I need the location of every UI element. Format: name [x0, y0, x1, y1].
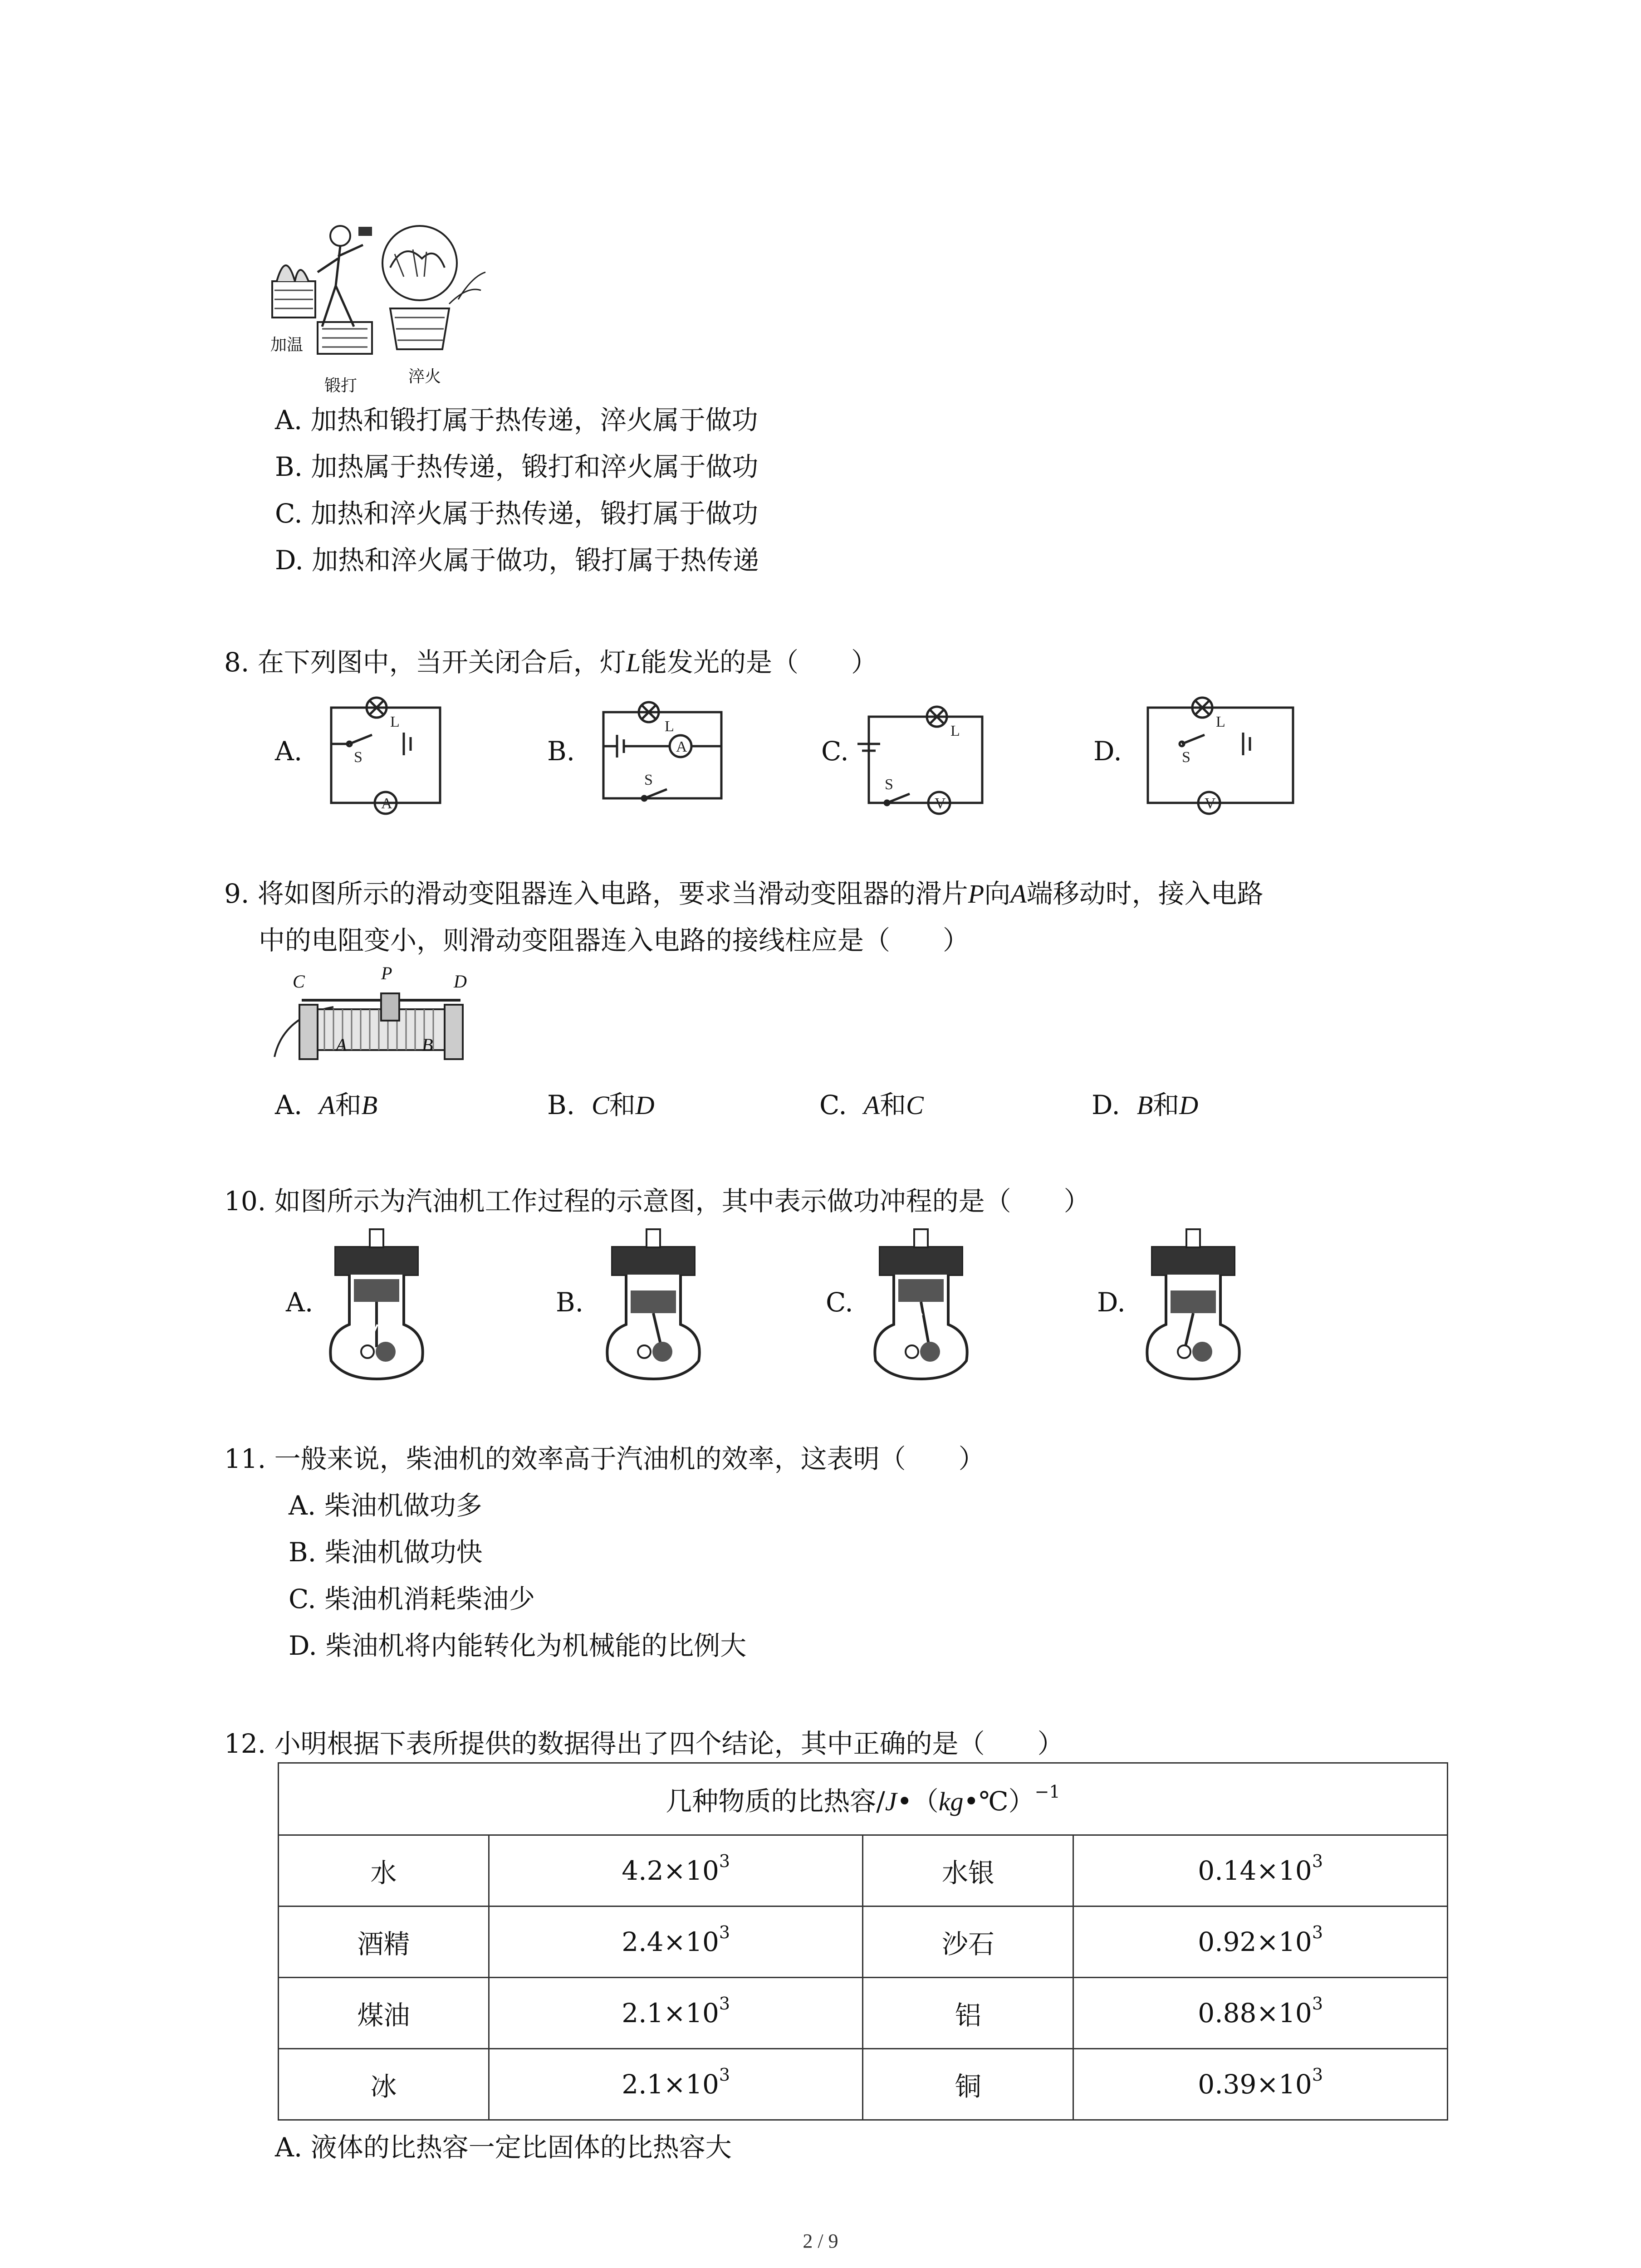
specific-heat-table: [278, 1762, 1448, 2121]
q9-option-a: [275, 1089, 377, 1122]
q9-option-c-letter: C.: [819, 1090, 847, 1120]
q7-option-b: B. 加热属于热传递，锻打和淬火属于做功: [275, 451, 759, 482]
q9-option-b-mid: 和: [609, 1090, 636, 1120]
rheostat-label-b: B: [422, 1035, 433, 1055]
q10-option-a-label: A.: [286, 1287, 314, 1318]
q9-option-d-mid: 和: [1153, 1090, 1180, 1120]
engine-diagram-d: [1134, 1229, 1252, 1379]
circuit-b-diagram: [599, 689, 735, 807]
q8-stem-part2: 能发光的是（ ）: [641, 647, 878, 678]
q9-option-c-y: C: [906, 1090, 924, 1120]
circuit-d-diagram: [1143, 689, 1279, 812]
table-header-unit-j: J: [885, 1787, 897, 1816]
q9-option-a-x: A: [319, 1090, 335, 1120]
table-header-sep: •（: [896, 1786, 939, 1817]
q9-option-a-mid: 和: [335, 1090, 362, 1120]
svg-text:A: A: [381, 795, 392, 812]
table-cell-value: $0.39\times 10^3$: [1073, 2049, 1448, 2120]
q9-stem-var-p: P: [968, 879, 985, 909]
svg-text:L: L: [950, 723, 960, 739]
q9-stem-line1: [224, 877, 1264, 910]
table-cell-material: 酒精: [279, 1906, 489, 1978]
rheostat-label-a: A: [336, 1035, 347, 1055]
q10-option-d-label: D.: [1097, 1287, 1126, 1318]
table-cell-material: 铜: [863, 2049, 1073, 2120]
q9-stem-part3: 端移动时，接入电路: [1026, 878, 1264, 909]
table-row: [279, 1835, 1448, 1906]
table-cell-material: 煤油: [279, 1978, 489, 2049]
rheostat-label-p: P: [381, 963, 392, 983]
circuit-c-diagram: [864, 689, 991, 812]
svg-text:A: A: [676, 738, 687, 755]
rheostat-label-c: C: [293, 971, 305, 992]
q9-stem-var-a: A: [1010, 879, 1027, 909]
q9-stem-part1: 9. 将如图所示的滑动变阻器连入电路，要求当滑动变阻器的滑片: [224, 878, 968, 909]
q7-option-a: A. 加热和锻打属于热传递，淬火属于做功: [275, 405, 758, 435]
q9-option-d: [1092, 1089, 1198, 1122]
q9-option-a-letter: A.: [275, 1090, 303, 1120]
q9-option-b-y: D: [635, 1090, 655, 1120]
table-cell-material: 铝: [863, 1978, 1073, 2049]
table-cell-material: 水银: [863, 1835, 1073, 1906]
q11-option-a: A. 柴油机做功多: [289, 1490, 482, 1521]
q9-option-c-x: A: [863, 1090, 880, 1120]
q8-stem-var: L: [626, 648, 641, 677]
forging-illustration: [268, 213, 495, 395]
q8-option-d-label: D.: [1093, 736, 1122, 767]
q8-stem: [224, 646, 877, 679]
engine-diagram-c: [862, 1229, 980, 1379]
table-cell-value: $2.1\times 10^3$: [489, 2049, 863, 2120]
table-header: [279, 1763, 1448, 1835]
svg-text:L: L: [1216, 714, 1225, 730]
table-cell-material: 冰: [279, 2049, 489, 2120]
svg-text:V: V: [935, 795, 946, 812]
q11-option-b: B. 柴油机做功快: [289, 1537, 483, 1568]
page-number: 2 / 9: [803, 2230, 838, 2252]
q9-option-b-x: C: [591, 1090, 609, 1120]
q7-option-c: C. 加热和淬火属于热传递，锻打属于做功: [275, 498, 759, 529]
figure-label-forging: 锻打: [324, 376, 358, 395]
q11-option-c: C. 柴油机消耗柴油少: [289, 1584, 535, 1614]
svg-text:S: S: [885, 776, 893, 793]
table-cell-value: $2.1\times 10^3$: [489, 1978, 863, 2049]
engine-diagram-b: [594, 1229, 712, 1379]
q8-stem-part1: 8. 在下列图中，当开关闭合后，灯: [224, 647, 626, 678]
table-cell-value: $4.2\times 10^3$: [489, 1835, 863, 1906]
q9-option-b-letter: B.: [547, 1090, 575, 1120]
figure-label-heating: 加温: [270, 336, 304, 354]
svg-text:S: S: [354, 749, 362, 766]
q10-option-c-label: C.: [826, 1287, 853, 1318]
q10-stem: 10. 如图所示为汽油机工作过程的示意图，其中表示做功冲程的是（ ）: [224, 1186, 1090, 1217]
q9-option-a-y: B: [361, 1090, 378, 1120]
q9-option-c: [819, 1089, 924, 1122]
table-cell-material: 水: [279, 1835, 489, 1906]
table-cell-material: 沙石: [863, 1906, 1073, 1978]
q11-option-d: D. 柴油机将内能转化为机械能的比例大: [289, 1630, 747, 1661]
q9-option-d-letter: D.: [1092, 1090, 1120, 1120]
figure-label-quenching: 淬火: [408, 367, 441, 386]
q9-option-d-x: B: [1136, 1090, 1153, 1120]
svg-text:V: V: [1205, 795, 1216, 812]
q11-stem: 11. 一般来说，柴油机的效率高于汽油机的效率，这表明（ ）: [224, 1443, 985, 1474]
q9-option-b: [547, 1089, 655, 1122]
table-row: [279, 1906, 1448, 1978]
table-header-unit-c: •℃）: [963, 1786, 1035, 1817]
table-row: [279, 2049, 1448, 2120]
q9-stem-line2: 中的电阻变小，则滑动变阻器连入电路的接线柱应是（ ）: [259, 925, 970, 956]
table-header-text: 几种物质的比热容/: [666, 1786, 885, 1817]
svg-text:S: S: [644, 772, 653, 788]
q7-option-d: D. 加热和淬火属于做功，锻打属于热传递: [275, 545, 759, 576]
table-cell-value: $0.88\times 10^3$: [1073, 1978, 1448, 2049]
table-cell-value: $0.92\times 10^3$: [1073, 1906, 1448, 1978]
q12-stem: 12. 小明根据下表所提供的数据得出了四个结论，其中正确的是（ ）: [224, 1728, 1064, 1759]
q12-option-a: A. 液体的比热容一定比固体的比热容大: [275, 2132, 732, 2163]
q8-option-b-label: B.: [547, 736, 575, 767]
table-cell-value: $2.4\times 10^3$: [489, 1906, 863, 1978]
svg-text:L: L: [390, 714, 400, 730]
q9-stem-part2: 向: [984, 878, 1011, 909]
table-header-exponent: −1: [1034, 1782, 1060, 1802]
table-header-unit-kg: kg: [938, 1787, 964, 1816]
table-cell-value: $0.14\times 10^3$: [1073, 1835, 1448, 1906]
q10-option-b-label: B.: [556, 1287, 584, 1318]
q9-option-c-mid: 和: [880, 1090, 906, 1120]
circuit-a-diagram: [327, 689, 454, 812]
engine-diagram-a: [318, 1229, 436, 1379]
q8-option-a-label: A.: [275, 736, 303, 767]
svg-text:S: S: [1182, 749, 1190, 766]
q8-option-c-label: C.: [821, 736, 849, 767]
svg-text:L: L: [665, 718, 674, 735]
table-row: [279, 1978, 1448, 2049]
q9-option-d-y: D: [1179, 1090, 1199, 1120]
rheostat-label-d: D: [454, 971, 467, 992]
